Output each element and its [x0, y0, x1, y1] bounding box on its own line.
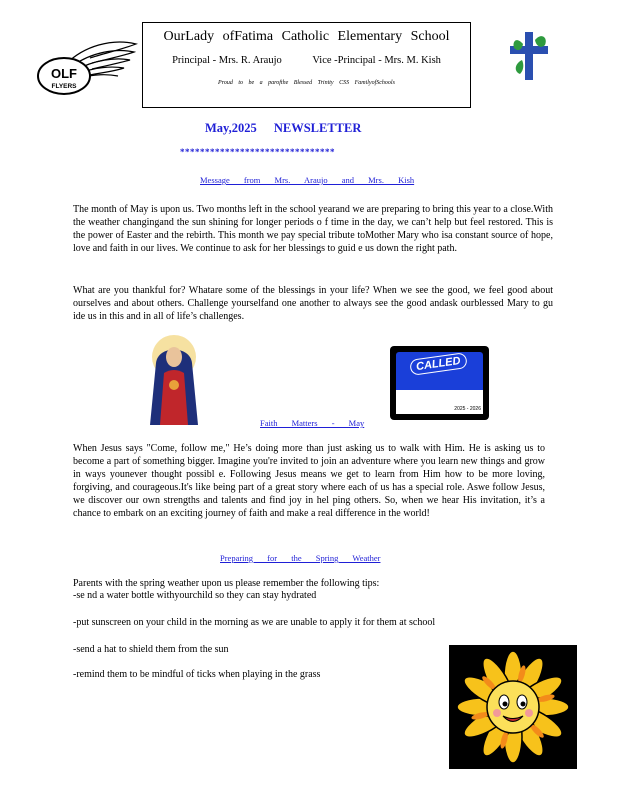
message-paragraph-2: What are you thankful for? Whatare some of the blessings in your life? When we see the good, we feel good about ourselves and about others. Challenge yourselfand one another to always see the good andask ourblessed Mary to gu ide us in this and in all of life’s challenges. [73, 285, 553, 322]
mary-image [142, 333, 206, 425]
staff-line [142, 55, 471, 66]
stars-divider: ******************************* [180, 147, 335, 157]
spring-intro: Parents with the spring weather upon us please remember the following tips: [73, 578, 380, 589]
faith-title: Faith Matters - May [260, 418, 365, 428]
spring-title: Preparing for the Spring Weather [220, 553, 381, 563]
badge-called-text: CALLED [409, 352, 467, 376]
message-paragraph-1: The month of May is upon us. Two months left in the school yearand we are preparing to bring this year to a close.With the weather changingand the sun shining for longer periods o f time in the day, we can’t help but feel restored. This is the power of Easter and the rebirth. This month we pay special tribute toMother Mary who isa constant source of hope, love and faith in our lives. We continue to ask for her blessings to guid e us down the right path. [73, 204, 553, 254]
logo-text-olf: OLF [51, 66, 77, 81]
logo-text-flyers: FLYERS [51, 83, 77, 90]
tip-item: -se nd a water bottle withyourchild so they can stay hydrated [73, 590, 317, 601]
called-badge [390, 346, 489, 420]
motto: Proud to be a parofthe Blessed Trinity CSS FamilyofSchools [218, 80, 395, 86]
principal: Principal - Mrs. R. Araujo [172, 55, 282, 66]
sun-icon [449, 645, 577, 769]
newsletter-title: May,2025 NEWSLETTER [205, 121, 362, 135]
faith-paragraph: When Jesus says "Come, follow me," He’s doing more than just asking us to walk with Him. He is asking us to become a part of something bigger. Imagine you're invited to join an adventure where you learn new things and grow in ways younever thought possibl e. Following Jesus means we get to learn from Him how to be more loving, forgiving, and courageous.It's like being part of a great story where each of us has a special role. Aswe follow Jesus, we discover our own strengths and talents and find joy in hel ping others. So, when we hear His invitation, it’s a chance to embark on an exciting journey of faith and make a real difference in the world! [73, 443, 545, 519]
tip-item: -put sunscreen on your child in the morning as we are unable to apply it for them at school [73, 617, 436, 628]
tip-item: -send a hat to shield them from the sun [73, 644, 229, 655]
olf-flyers-logo [36, 40, 140, 98]
badge-year: 2025 - 2026 [454, 406, 481, 412]
message-title: Message from Mrs. Araujo and Mrs. Kish [200, 175, 415, 185]
cross-logo-icon [508, 30, 550, 82]
tip-item: -remind them to be mindful of ticks when playing in the grass [73, 669, 321, 680]
school-name: OurLady ofFatima Catholic Elementary School [163, 29, 450, 44]
vice-principal: Vice -Principal - Mrs. M. Kish [312, 55, 441, 66]
